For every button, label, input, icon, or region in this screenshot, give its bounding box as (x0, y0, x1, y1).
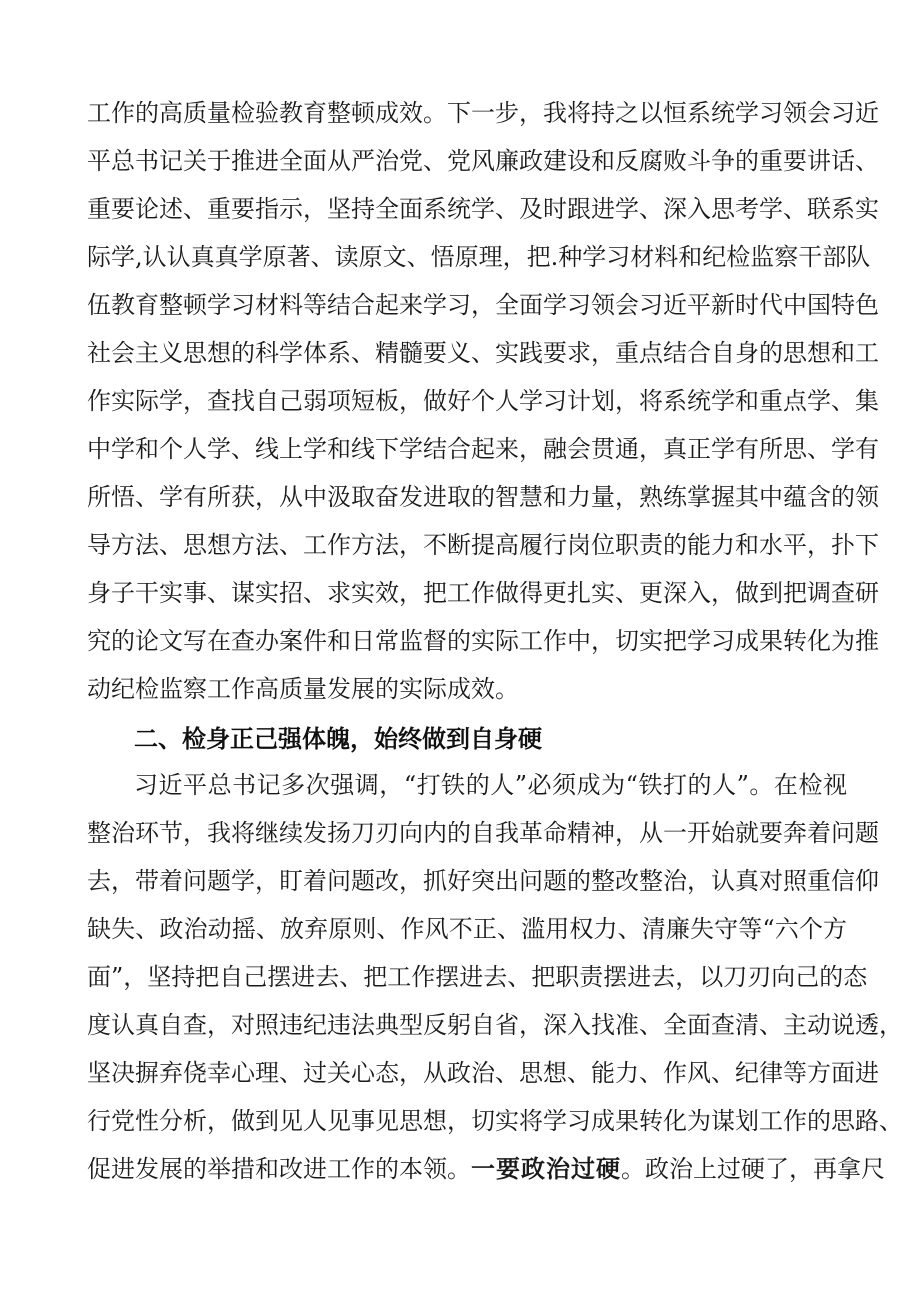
paragraph-line: 作实际学，查找自己弱项短板，做好个人学习计划，将系统学和重点学、集 (87, 387, 879, 415)
paragraph-line: 去，带着问题学，盯着问题改，抓好突出问题的整改整治，认真对照重信仰 (87, 867, 879, 895)
paragraph-line: 际学,认认真真学原著、读原文、悟原理，把.种学习材料和纪检监察干部队 (87, 243, 871, 271)
paragraph-line: 度认真自查，对照违纪违法典型反躬自省，深入找准、全面查清、主动说透， (87, 1011, 903, 1039)
paragraph-line: 重要论述、重要指示，坚持全面系统学、及时跟进学、深入思考学、联系实 (87, 195, 879, 223)
paragraph-line: 面”，坚持把自己摆进去、把工作摆进去、把职责摆进去，以刀刃向己的态 (87, 963, 868, 991)
paragraph-line: 缺失、政治动摇、放弃原则、作风不正、滥用权力、清廉失守等“六个方 (87, 915, 847, 943)
bold-emphasis: 一要政治过硬 (471, 1155, 621, 1183)
paragraph-line: 社会主义思想的科学体系、精髓要义、实践要求，重点结合自身的思想和工 (87, 339, 879, 367)
paragraph-line-mixed (87, 1149, 885, 1189)
paragraph-line: 整治环节，我将继续发扬刀刃向内的自我革命精神，从一开始就要奔着问题 (87, 819, 879, 847)
section-heading: 二、检身正己强体魄，始终做到自身硬 (134, 725, 542, 753)
paragraph-line: 动纪检监察工作高质量发展的实际成效。 (87, 675, 519, 703)
paragraph-line: 平总书记关于推进全面从严治党、党风廉政建设和反腐败斗争的重要讲话、 (87, 147, 879, 175)
paragraph-line: 伍教育整顿学习材料等结合起来学习，全面学习领会习近平新时代中国特色 (87, 291, 879, 319)
paragraph-line: 习近平总书记多次强调，“打铁的人”必须成为“铁打的人”。在检视 (134, 771, 847, 799)
paragraph-line: 究的论文写在查办案件和日常监督的实际工作中，切实把学习成果转化为推 (87, 627, 879, 655)
paragraph-line: 导方法、思想方法、工作方法，不断提高履行岗位职责的能力和水平，扑下 (87, 531, 879, 559)
paragraph-line: 工作的高质量检验教育整顿成效。下一步，我将持之以恒系统学习领会习近 (87, 99, 879, 127)
paragraph-line: 身子干实事、谋实招、求实效，把工作做得更扎实、更深入，做到把调查研 (87, 579, 879, 607)
paragraph-line: 行党性分析，做到见人见事见思想，切实将学习成果转化为谋划工作的思路、 (87, 1107, 903, 1135)
paragraph-line: 中学和个人学、线上学和线下学结合起来，融会贯通，真正学有所思、学有 (87, 435, 879, 463)
paragraph-text: 促进发展的举措和改进工作的本领。 (87, 1155, 471, 1183)
paragraph-text: 。政治上过硬了，再拿尺 (621, 1155, 885, 1183)
paragraph-line: 坚决摒弃侥幸心理、过关心态，从政治、思想、能力、作风、纪律等方面进 (87, 1059, 879, 1087)
paragraph-line: 所悟、学有所获，从中汲取奋发进取的智慧和力量，熟练掌握其中蕴含的领 (87, 483, 879, 511)
